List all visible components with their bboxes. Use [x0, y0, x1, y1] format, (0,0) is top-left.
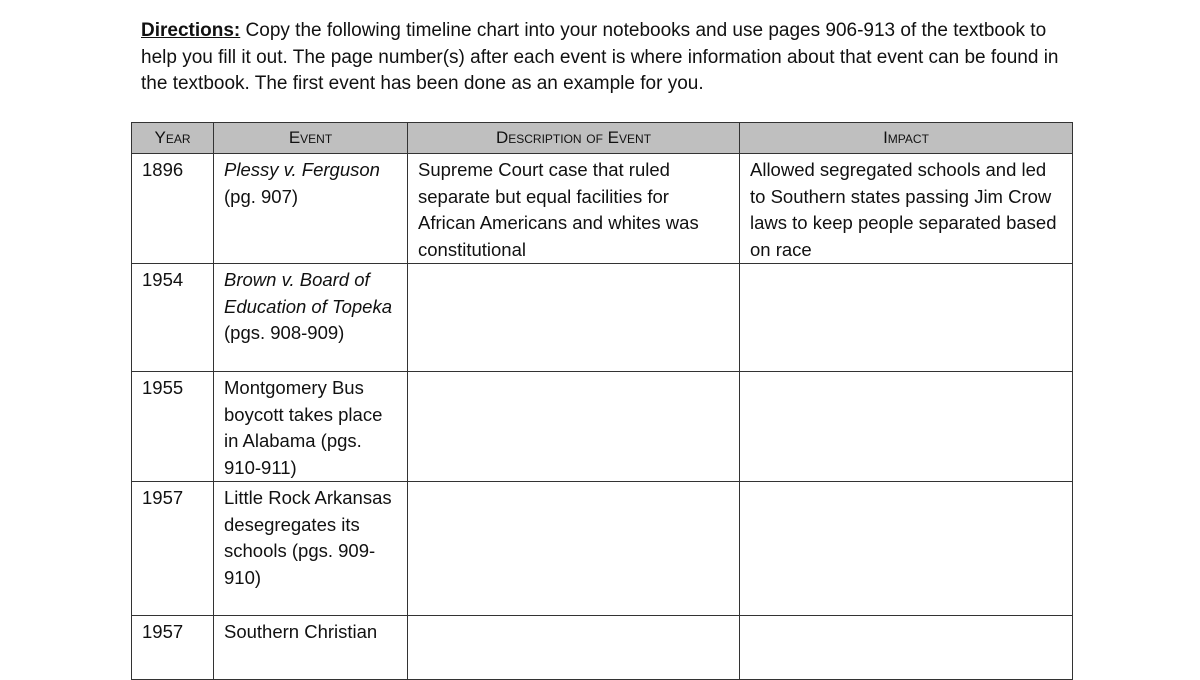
- header-event: Event: [214, 123, 408, 154]
- table-row: [132, 264, 1073, 372]
- year-cell: 1896: [132, 154, 214, 264]
- event-text: Southern Christian: [224, 621, 378, 642]
- directions-paragraph: [141, 18, 1061, 98]
- table-row: [132, 482, 1073, 616]
- year-cell: 1955: [132, 372, 214, 482]
- impact-cell[interactable]: [740, 616, 1073, 680]
- table-row: [132, 372, 1073, 482]
- table-header-row: [132, 123, 1073, 154]
- table-row: [132, 616, 1073, 680]
- year-cell: 1957: [132, 616, 214, 680]
- event-case-name: Brown v. Board of Education of Topeka: [224, 269, 392, 317]
- header-impact: Impact: [740, 123, 1073, 154]
- year-cell: 1954: [132, 264, 214, 372]
- impact-cell[interactable]: [740, 482, 1073, 616]
- event-text: Montgomery Bus boycott takes place in Alabama (pgs. 910-911): [224, 377, 383, 478]
- impact-cell: Allowed segregated schools and led to Southern states passing Jim Crow laws to keep people separated based on race: [740, 154, 1073, 264]
- header-description: Description of Event: [408, 123, 740, 154]
- event-text: Little Rock Arkansas desegregates its schools (pgs. 909-910): [224, 487, 392, 588]
- year-cell: 1957: [132, 482, 214, 616]
- description-cell[interactable]: [408, 616, 740, 680]
- event-page-ref: (pg. 907): [224, 185, 299, 207]
- directions-label: Directions:: [141, 20, 241, 41]
- description-cell: Supreme Court case that ruled separate but equal facilities for African Americans and whites was constitutional: [408, 154, 740, 264]
- impact-cell[interactable]: [740, 264, 1073, 372]
- description-cell[interactable]: [408, 482, 740, 616]
- event-cell: [214, 616, 408, 680]
- event-case-name: Plessy v. Ferguson: [224, 159, 380, 180]
- event-cell: [214, 372, 408, 482]
- impact-cell[interactable]: [740, 372, 1073, 482]
- event-cell: [214, 482, 408, 616]
- directions-text: Copy the following timeline chart into your notebooks and use pages 906-913 of the textbook to help you fill it out. The page number(s) after each event is where information about that event can be found in the textbook. The first event has been done as an example for you.: [141, 20, 1059, 94]
- event-cell: [214, 154, 408, 264]
- description-cell[interactable]: [408, 372, 740, 482]
- event-page-ref: (pgs. 908-909): [224, 322, 345, 343]
- event-cell: [214, 264, 408, 372]
- timeline-table: [131, 122, 1073, 680]
- header-year: Year: [132, 123, 214, 154]
- table-row: [132, 154, 1073, 264]
- description-cell[interactable]: [408, 264, 740, 372]
